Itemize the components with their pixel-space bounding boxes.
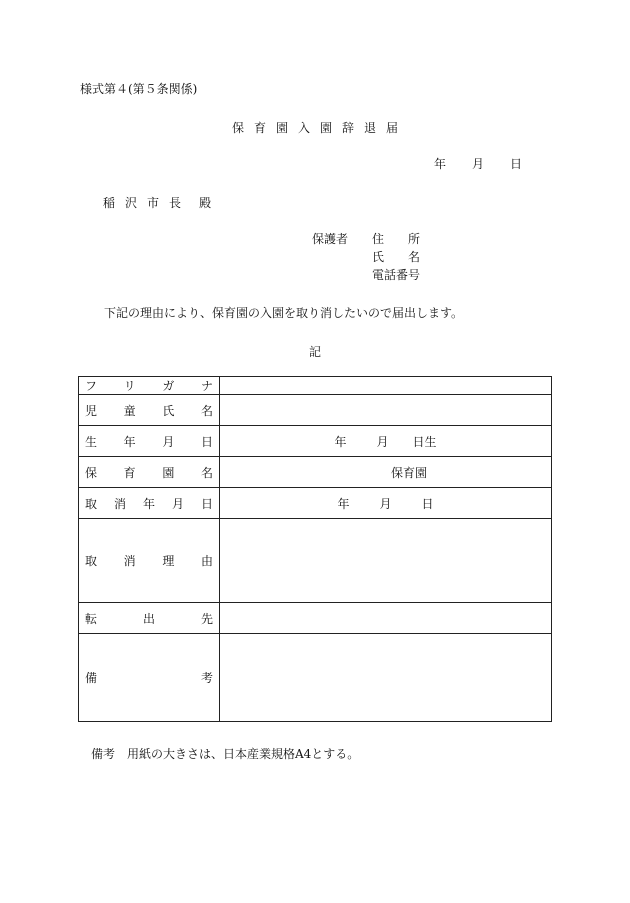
- transfer-row: [79, 603, 552, 634]
- phone-label: 電話番号: [372, 268, 421, 282]
- cancel-date-field[interactable]: 年 月 日: [220, 488, 552, 519]
- cancel-date-label: 取 消 年 月 日: [79, 488, 220, 519]
- reason-field[interactable]: [220, 519, 552, 603]
- birthdate-row: [79, 426, 552, 457]
- birthdate-field[interactable]: 年 月 日生: [220, 426, 552, 457]
- date-month-label: 月: [471, 157, 484, 171]
- guardian-block: [312, 230, 420, 284]
- child-name-field[interactable]: [220, 395, 552, 426]
- transfer-field[interactable]: [220, 603, 552, 634]
- remarks-label: 備 考: [79, 634, 220, 722]
- child-name-row: [79, 395, 552, 426]
- furigana-label: フ リ ガ ナ: [79, 377, 220, 395]
- date-day-label: 日: [509, 157, 522, 171]
- remarks-row: [79, 634, 552, 722]
- address-label: 住 所: [372, 232, 421, 246]
- birthdate-label: 生 年 月 日: [79, 426, 220, 457]
- nursery-label: 保 育 園 名: [79, 457, 220, 488]
- footnote: 備考 用紙の大きさは、日本産業規格A4とする。: [91, 747, 360, 761]
- nursery-row: [79, 457, 552, 488]
- name-label: 氏 名: [372, 250, 421, 264]
- addressee: 稲 沢 市 長 殿: [103, 196, 212, 210]
- withdrawal-form-table: [78, 376, 552, 722]
- form-number: 様式第４(第５条関係): [80, 82, 198, 96]
- transfer-label: 転 出 先: [79, 603, 220, 634]
- furigana-field[interactable]: [220, 377, 552, 395]
- child-name-label: 児 童 氏 名: [79, 395, 220, 426]
- ki-heading: 記: [308, 345, 321, 359]
- reason-row: [79, 519, 552, 603]
- reason-label: 取 消 理 由: [79, 519, 220, 603]
- intro-text: 下記の理由により、保育園の入園を取り消したいので届出します。: [104, 306, 464, 320]
- document-title: 保 育 園 入 園 辞 退 届: [231, 121, 399, 135]
- nursery-field[interactable]: 保育園: [220, 457, 552, 488]
- submission-date: [408, 155, 522, 172]
- cancel-date-row: [79, 488, 552, 519]
- remarks-field[interactable]: [220, 634, 552, 722]
- furigana-row: [79, 377, 552, 395]
- guardian-label: 保護者: [312, 232, 349, 246]
- date-year-label: 年: [433, 157, 446, 171]
- honorific: 殿: [199, 196, 212, 210]
